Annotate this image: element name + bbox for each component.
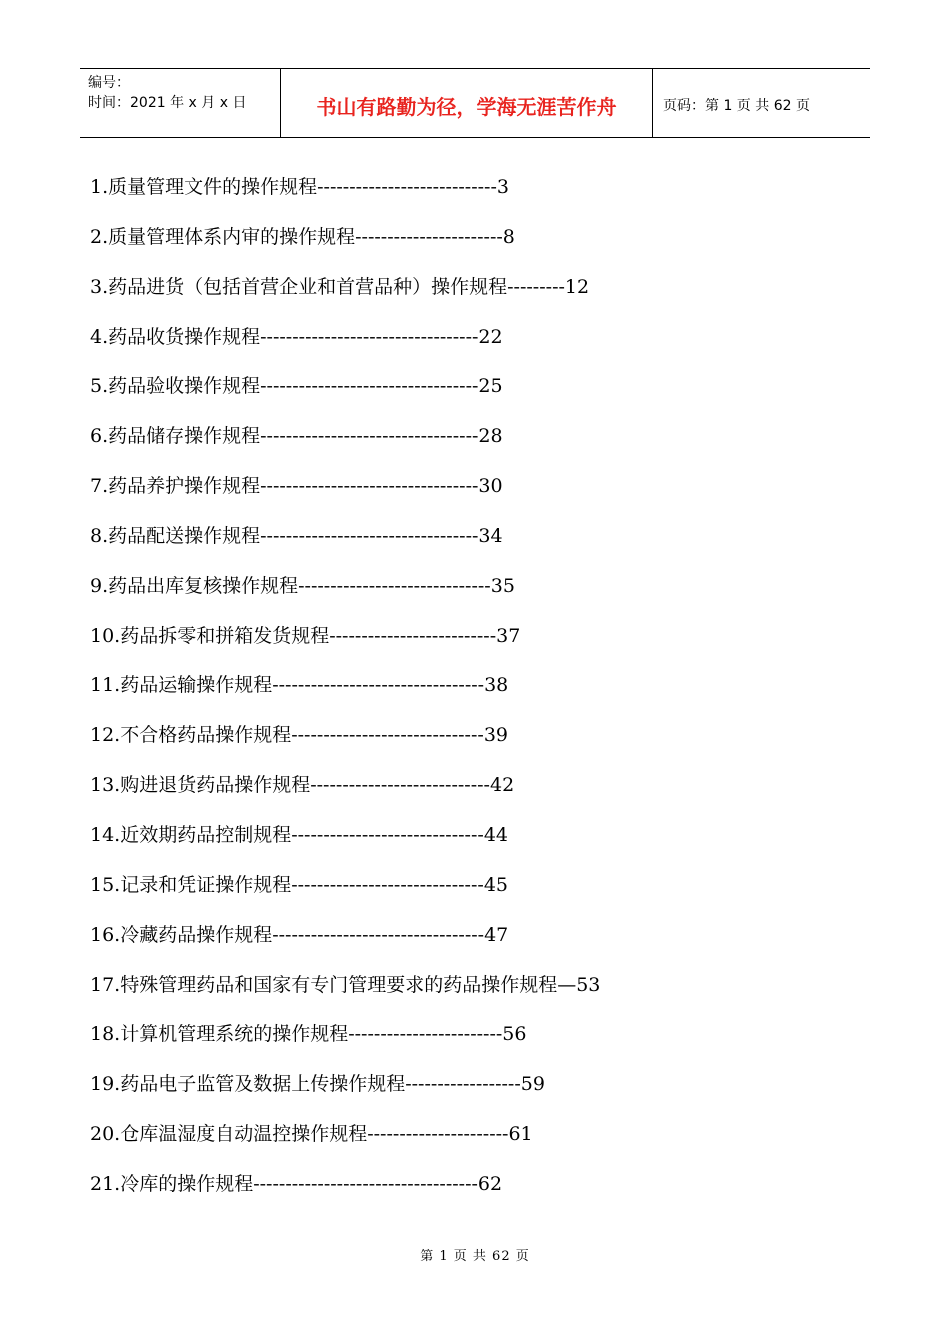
header-motto: 书山有路勤为径，学海无涯苦作舟: [281, 69, 653, 137]
toc-item: 14.近效期药品控制规程------------------------------44: [90, 823, 508, 846]
page-footer: 第 1 页 共 62 页: [420, 1249, 530, 1264]
toc-item: 4.药品收货操作规程----------------------------------22: [90, 325, 503, 348]
toc-item: 18.计算机管理系统的操作规程------------------------56: [90, 1023, 527, 1046]
toc-item: 19.药品电子监管及数据上传操作规程------------------59: [90, 1073, 545, 1096]
toc-item: 16.冷藏药品操作规程---------------------------------47: [90, 923, 509, 946]
toc-item: 6.药品储存操作规程----------------------------------28: [90, 425, 503, 448]
header-meta: [80, 69, 281, 137]
toc-item: 8.药品配送操作规程----------------------------------34: [90, 524, 503, 547]
toc-item: 17.特殊管理药品和国家有专门管理要求的药品操作规程—53: [90, 973, 601, 996]
toc-item: 13.购进退货药品操作规程----------------------------42: [90, 774, 515, 797]
toc-item: 9.药品出库复核操作规程------------------------------35: [90, 574, 515, 597]
toc-item: 15.记录和凭证操作规程------------------------------45: [90, 873, 508, 896]
toc-item: 1.质量管理文件的操作规程----------------------------3: [90, 176, 509, 198]
toc-item: 5.药品验收操作规程----------------------------------25: [90, 375, 503, 398]
toc-item: 10.药品拆零和拼箱发货规程--------------------------37: [90, 624, 521, 647]
page-header: [80, 68, 870, 138]
document-time-label: 时间：2021 年 x 月 x 日: [88, 95, 247, 111]
toc-item: 12.不合格药品操作规程------------------------------39: [90, 724, 508, 747]
table-of-contents: [90, 172, 870, 1219]
toc-item: 21.冷库的操作规程-----------------------------------62: [90, 1172, 503, 1195]
header-page-info: 页码：第 1 页 共 62 页: [663, 98, 810, 114]
toc-item: 11.药品运输操作规程---------------------------------38: [90, 674, 509, 697]
toc-item: 3.药品进货（包括首营企业和首营品种）操作规程---------12: [90, 275, 590, 298]
document-number-label: 编号：: [88, 75, 130, 91]
toc-item: 7.药品养护操作规程----------------------------------30: [90, 475, 503, 498]
toc-item: 2.质量管理体系内审的操作规程-----------------------8: [90, 225, 515, 248]
toc-item: 20.仓库温湿度自动温控操作规程----------------------61: [90, 1123, 533, 1146]
